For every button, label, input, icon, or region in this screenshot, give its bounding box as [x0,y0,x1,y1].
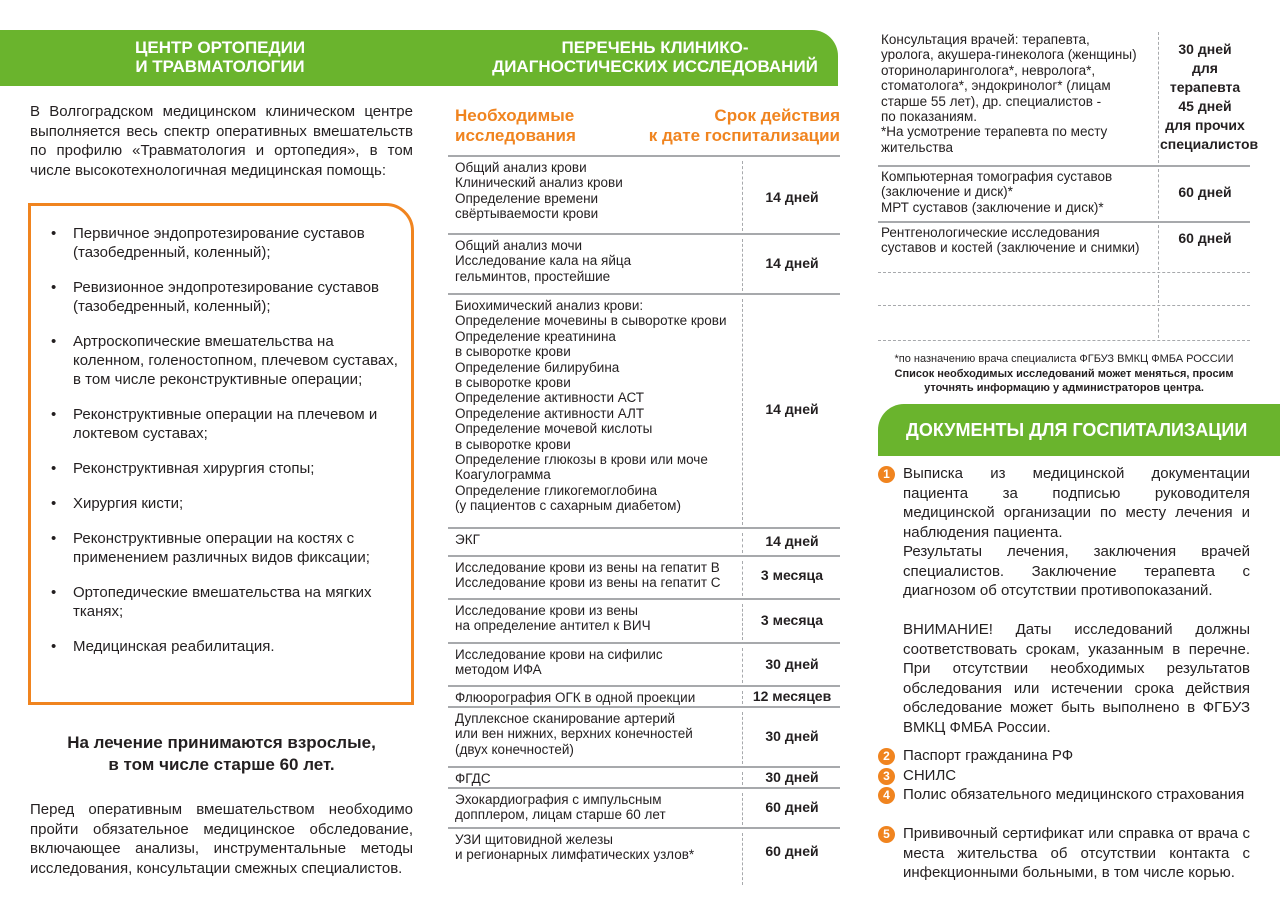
text-line: в сыворотке крови [455,375,571,391]
text-line: суставов и костей (заключение и снимки) [881,240,1140,256]
text-line: методом ИФА [455,662,542,678]
document-text [903,464,1250,737]
studies-list-title: ПЕРЕЧЕНЬ КЛИНИКО- ДИАГНОСТИЧЕСКИХ ИССЛЕДОВАНИЙ [492,38,818,76]
text-line: Определение мочевины в сыворотке крови [455,313,727,329]
intro-text: В Волгоградском медицинском клиническом центре выполняется весь спектр оперативных вмешательств по профилю «Травматология и ортопедия», в том числе высокотехнологичная медицинская помощь: [30,103,413,179]
study-name [455,792,745,823]
table-row [448,527,840,555]
table-row [878,306,1250,341]
text-line: Биохимический анализ крови: [455,298,644,313]
column-divider [742,239,743,291]
column-divider [742,648,743,683]
text-line: Консультация врачей: терапевта, [881,32,1090,47]
document-text [903,766,1250,786]
study-validity-term [1160,229,1250,248]
study-validity-term [1160,183,1250,202]
number-badge: 3 [878,768,895,785]
text-line: 60 дней [1178,184,1232,200]
study-name [455,532,745,547]
section-banner-left [0,30,838,86]
table-row [448,155,840,233]
column-divider [742,691,743,704]
number-badge: 2 [878,748,895,765]
column-divider [742,793,743,825]
study-validity-term: 14 дней [765,255,819,271]
study-validity-term: 14 дней [765,401,819,417]
adults-note: На лечение принимаются взрослые, в том числе старше 60 лет. [67,733,376,774]
text-line: ЭКГ [455,532,480,547]
text-line: оториноларинголога*, невролога*, [881,62,1096,78]
footnote: *по назначению врача специалиста ФГБУЗ ВМКЦ ФМБА РОССИИ Список необходимых исследований может меняться, просим уточнять информацию у администраторов центра. [894,353,1234,394]
service-item: • Первичное эндопротезирование суставов (тазобедренный, коленный); [51,224,401,262]
text-line: гельминтов, простейшие [455,268,611,284]
text-line: Исследование крови на сифилис [455,647,663,662]
text-line: для [1192,60,1218,76]
study-validity-term: 3 месяца [760,567,824,583]
text-line: Общий анализ мочи [455,238,583,253]
text-line: на определение антител к ВИЧ [455,618,651,634]
table-row [448,766,840,787]
text-line: 45 дней [1178,98,1232,114]
service-item: • Медицинская реабилитация. [51,637,401,656]
text-line: Клинический анализ крови [455,175,623,191]
study-name [455,832,745,863]
text-line: Исследование крови из вены [455,603,639,618]
study-name [455,238,745,284]
number-badge: 5 [878,826,895,843]
text-line: Эхокардиография с импульсным [455,792,662,807]
study-name [455,298,745,514]
text-line: Определение билирубина [455,359,620,375]
text-line: Определение времени [455,190,599,206]
documents-banner [878,404,1280,456]
study-name [881,169,1161,215]
table-header-studies: Необходимые исследования [455,106,576,145]
column-divider [742,161,743,231]
text-line: свёртываемости крови [455,206,599,222]
text-line: старше 55 лет), др. специалистов - [881,93,1102,109]
study-name [455,711,745,757]
table-row [878,167,1250,223]
document-paragraph: Результаты лечения, заключения врачей специалистов. Заключение терапевта с диагнозом об отсутствии противопоказаний. [903,543,1250,599]
text-line: Определение гликогемоглобина [455,482,658,498]
service-item: • Реконструктивная хирургия стопы; [51,459,401,478]
text-line: Определение глюкозы в крови или моче [455,452,708,468]
text-line: стоматолога*, эндокринолог* (лицам [881,78,1111,94]
service-item: • Хирургия кисти; [51,494,401,513]
text-line: специалистов [1160,136,1259,152]
table-row [878,273,1250,306]
text-line: Исследование крови из вены на гепатит С [455,575,721,591]
table-row [448,827,840,887]
text-line: Дуплексное сканирование артерий [455,711,676,726]
document-paragraph: ВНИМАНИЕ! Даты исследований должны соответствовать срокам, указанным в перечне. При отсутствии необходимых результатов обследования или истечении срока действия обследование может быть выполнено в ФГБУЗ ВМКЦ ФМБА России. [903,621,1250,736]
service-item: • Реконструктивные операции на костях с применением различных видов фиксации; [51,529,401,567]
column-divider [1158,308,1159,338]
study-validity-term: 60 дней [765,799,819,815]
table-row [448,598,840,642]
column-divider [742,533,743,553]
study-name [455,160,745,222]
number-badge: 4 [878,787,895,804]
table-row [448,293,840,527]
column-divider [742,299,743,525]
text-line: Исследование крови из вены на гепатит В [455,560,720,575]
study-validity-term [1160,40,1259,154]
text-line: в сыворотке крови [455,436,571,452]
column-divider [742,712,743,764]
text-line: для прочих [1165,117,1245,133]
text-line: Определение активности АСТ [455,390,645,406]
column-divider [1158,275,1159,303]
text-line: *На усмотрение терапевта по месту [881,124,1108,140]
service-item: • Ортопедические вмешательства на мягких тканях; [51,583,401,621]
text-line: Флюорография ОГК в одной проекции [455,690,696,705]
text-line: Определение креатинина [455,328,616,344]
study-name [455,771,745,786]
orthopedics-center-title: ЦЕНТР ОРТОПЕДИИ И ТРАВМАТОЛОГИИ [134,38,306,76]
study-validity-term: 30 дней [765,656,819,672]
study-validity-term: 3 месяца [760,612,824,628]
column-divider [742,772,743,785]
text-line: МРТ суставов (заключение и диск)* [881,199,1104,215]
text-line: (у пациентов с сахарным диабетом) [455,498,681,514]
document-paragraph: Полис обязательного медицинского страхования [903,786,1245,803]
text-line: и регионарных лимфатических узлов* [455,847,695,863]
table-row [448,555,840,598]
text-line: Рентгенологические исследования [881,225,1100,240]
service-item: • Артроскопические вмешательства на коленном, голеностопном, плечевом суставах, в том числе реконструктивные операции; [51,332,401,389]
text-line: (двух конечностей) [455,741,574,757]
study-name [455,647,745,678]
study-validity-term: 14 дней [765,189,819,205]
document-paragraph [903,601,1250,621]
text-line: Исследование кала на яйца [455,253,632,269]
text-line: Определение мочевой кислоты [455,421,653,437]
text-line: в сыворотке крови [455,344,571,360]
study-validity-term: 60 дней [765,843,819,859]
document-text [903,746,1250,766]
study-name [455,690,745,705]
study-name [455,603,745,634]
table-row [448,706,840,766]
text-line: по показаниям. [881,109,977,125]
column-divider [742,833,743,885]
column-divider [1158,169,1159,219]
service-item: • Реконструктивные операции на плечевом и локтевом суставах; [51,405,401,443]
document-paragraph: Прививочный сертификат или справка от врача с места жительства об отсутствии контакта с инфекционными больными, в том числе корью. [903,825,1250,881]
document-paragraph: СНИЛС [903,767,957,784]
column-divider [742,604,743,640]
column-divider [1158,32,1159,163]
text-line: жительства [881,139,954,155]
table-header-validity: Срок действия к дате госпитализации [648,106,840,145]
study-name [881,225,1161,256]
text-line: 60 дней [1178,230,1232,246]
text-line: Определение активности АЛТ [455,405,645,421]
documents-title: ДОКУМЕНТЫ ДЛЯ ГОСПИТАЛИЗАЦИИ [906,420,1248,440]
text-line: УЗИ щитовидной железы [455,832,613,847]
column-divider [742,561,743,596]
study-validity-term: 30 дней [765,769,819,785]
document-text [903,824,1250,883]
table-row [448,787,840,827]
study-validity-term: 30 дней [765,728,819,744]
services-box [28,203,414,705]
number-badge: 1 [878,466,895,483]
document-text [903,785,1250,805]
text-line: Компьютерная томография суставов [881,169,1113,184]
table-row [448,233,840,293]
document-paragraph: Паспорт гражданина РФ [903,747,1074,764]
table-row [448,685,840,706]
column-divider [1158,225,1159,270]
text-line: 30 дней [1178,41,1232,57]
table-row [448,642,840,685]
pre-surgery-text: Перед оперативным вмешательством необходимо пройти обязательное медицинское обследование, включающее анализы, инструментальные методы исследования, консультации смежных специалистов. [30,801,413,877]
text-line: уролога, акушера-гинеколога (женщины) [881,47,1137,63]
table-row [878,30,1259,167]
text-line: Коагулограмма [455,467,551,483]
services-list [51,224,401,672]
text-line: ФГДС [455,771,491,786]
study-validity-term: 14 дней [765,533,819,549]
text-line: (заключение и диск)* [881,184,1013,200]
document-paragraph: Выписка из медицинской документации пациента за подписью руководителя медицинской организации по месту лечения и наблюдения пациента. [903,465,1250,541]
text-line: Общий анализ крови [455,160,587,175]
study-name [881,32,1161,155]
service-item: • Ревизионное эндопротезирование суставов (тазобедренный, коленный); [51,278,401,316]
text-line: допплером, лицам старше 60 лет [455,807,666,823]
table-row [878,223,1250,273]
study-name [455,560,745,591]
text-line: терапевта [1169,79,1241,95]
study-validity-term: 12 месяцев [752,688,832,704]
text-line: или вен нижних, верхних конечностей [455,726,693,742]
